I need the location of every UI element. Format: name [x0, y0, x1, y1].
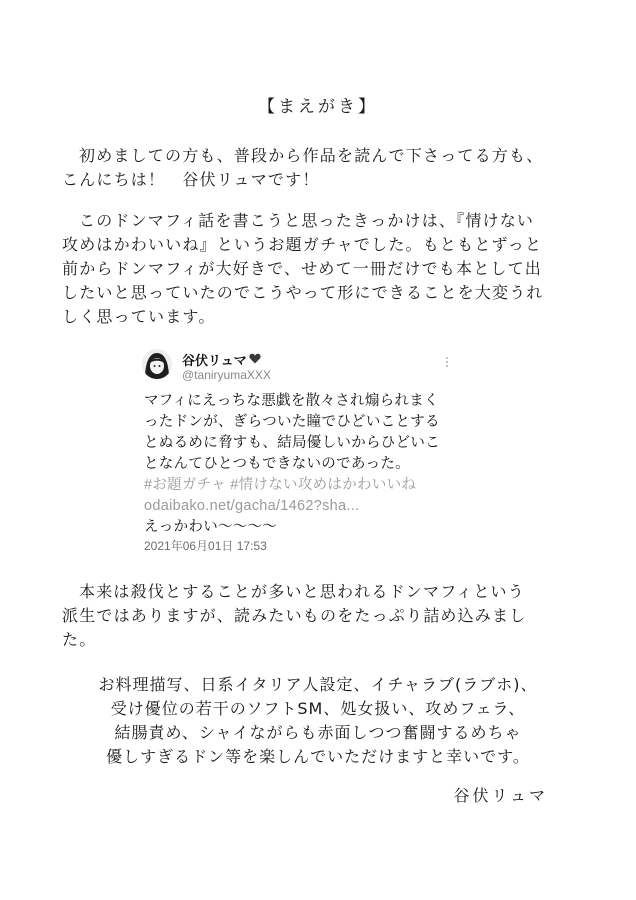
- author-signature: 谷伏リュマ: [453, 786, 548, 805]
- more-options-icon[interactable]: [440, 355, 454, 369]
- text-line: こんにちは！ 谷伏リュマです！: [62, 170, 320, 189]
- text-line: このドンマフィ話を書こうと思ったきっかけは、『情けない: [79, 211, 535, 230]
- text-line: 結腸責め、シャイながらも赤面しつつ奮闘するめちゃ: [114, 723, 522, 742]
- tweet-timestamp[interactable]: 2021年06月01日 17:53: [144, 539, 267, 553]
- tweet-text-line: ったドンが、ぎらついた瞳でひどいことする: [144, 414, 440, 430]
- content-list-paragraph: [0, 673, 636, 769]
- tweet-body: [144, 391, 462, 538]
- tweet-text-line: えっかわい〜〜〜〜: [144, 519, 278, 535]
- text-line: 前からドンマフィが大好きで、せめて一冊だけでも本として出: [62, 259, 543, 278]
- text-line: た。: [62, 630, 97, 649]
- text-line: しく思っています。: [62, 307, 216, 326]
- text-line: 派生ではありますが、読みたいものをたっぷり詰め込みまし: [62, 606, 527, 625]
- tweet-display-name[interactable]: [182, 350, 261, 369]
- text-line: 攻めはかわいいね』というお題ガチャでした。もともとずっと: [62, 235, 543, 254]
- text-line: 本来は殺伐とすることが多いと思われるドンマフィという: [79, 582, 525, 601]
- text-line: したいと思っていたのでこうやって形にできることを大変うれ: [62, 283, 544, 302]
- tweet-text-line: とぬるめに脅すも、結局優しいからひどいこ: [144, 435, 440, 451]
- tweet-text-line: マフィにえっちな悪戯を散々され煽られまく: [144, 393, 439, 409]
- black-heart-icon: [249, 352, 261, 367]
- genre-paragraph: [62, 580, 582, 652]
- text-line: 優しすぎるドン等を楽しんでいただけますと幸いです。: [106, 747, 530, 766]
- avatar: [142, 349, 172, 379]
- intro-paragraph: [62, 144, 582, 192]
- tweet-text-line: となんてひとつもできないのであった。: [144, 456, 410, 472]
- page-title: 【まえがき】: [258, 97, 378, 117]
- embedded-tweet-card: [140, 345, 460, 557]
- tweet-link[interactable]: odaibako.net/gacha/1462?sha...: [144, 498, 360, 514]
- display-name-text: 谷伏リュマ: [182, 353, 247, 368]
- text-line: 受け優位の若干のソフトSM、処女扱い、攻めフェラ、: [110, 699, 526, 718]
- text-line: お料理描写、日系イタリア人設定、イチャラブ(ラブホ)、: [98, 675, 538, 694]
- motivation-paragraph: [62, 209, 582, 329]
- tweet-handle[interactable]: @taniryumaXXX: [182, 368, 271, 382]
- text-line: 初めましての方も、普段から作品を読んで下さってる方も、: [79, 146, 544, 165]
- tweet-hashtags[interactable]: #お題ガチャ #情けない攻めはかわいいね: [144, 477, 417, 493]
